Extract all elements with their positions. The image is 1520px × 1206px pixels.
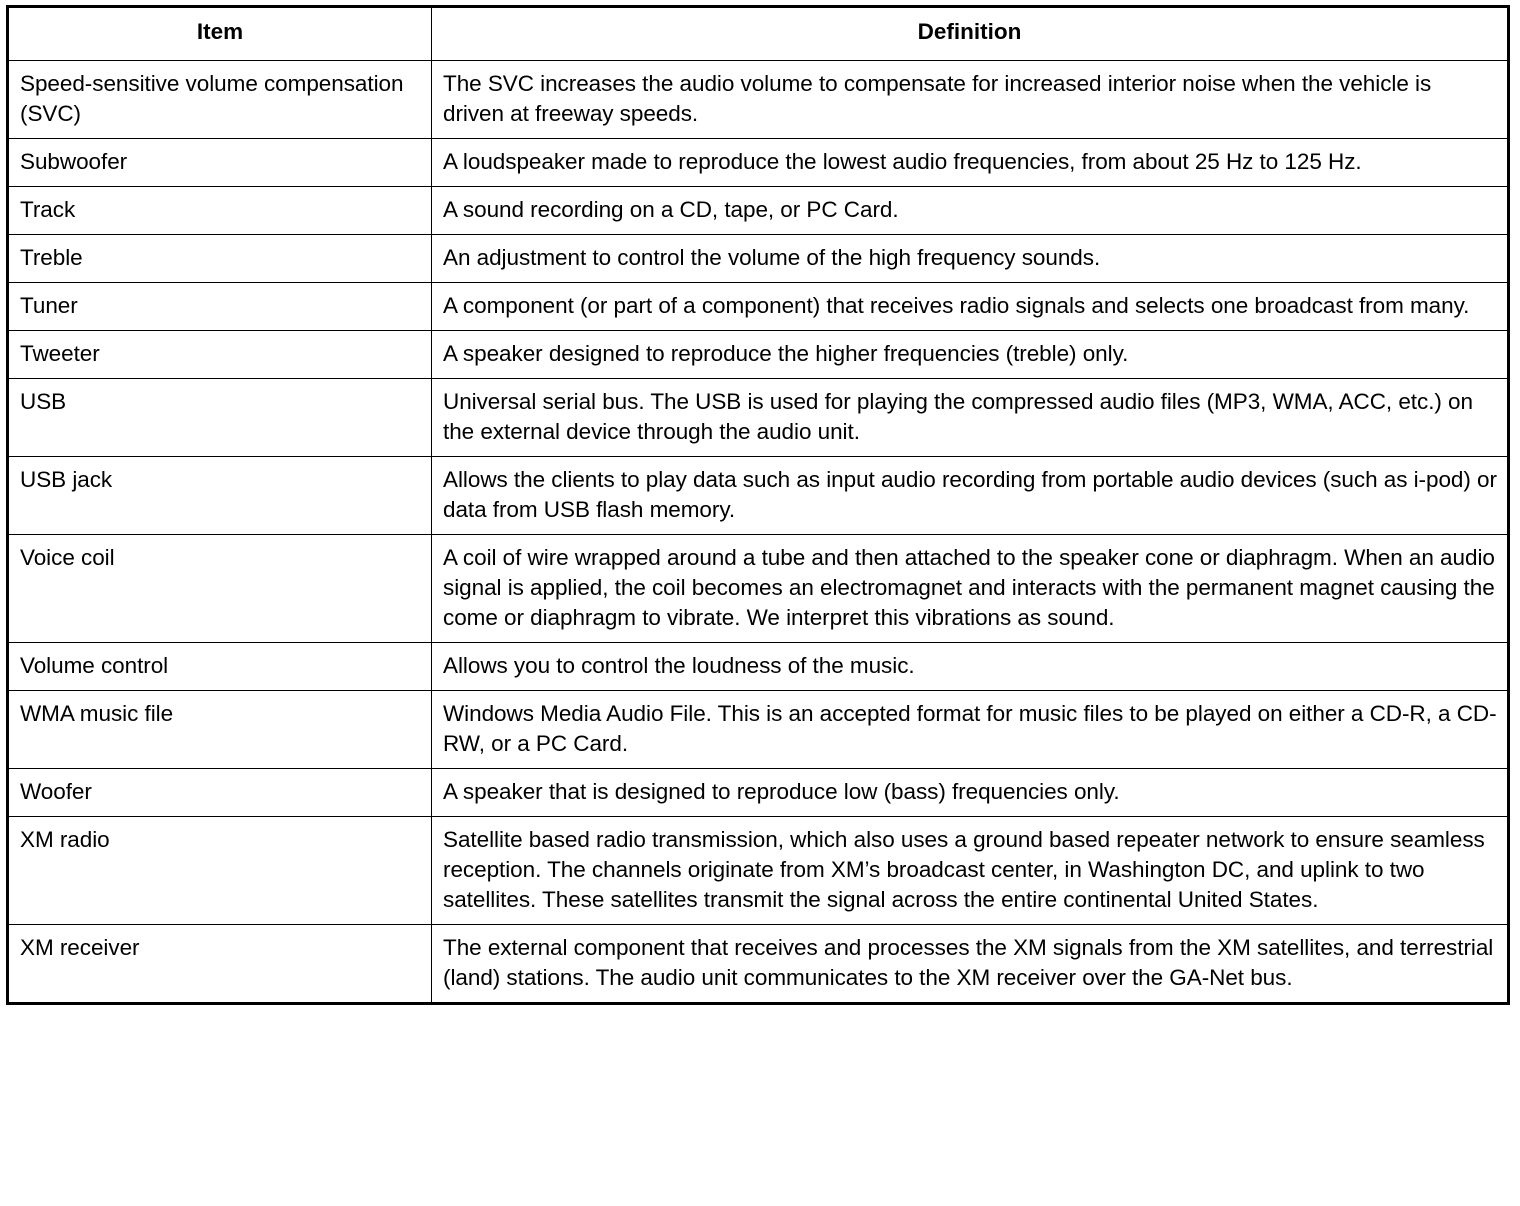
item-cell: Track bbox=[8, 187, 432, 235]
item-cell: Speed-sensitive volume compensation (SVC) bbox=[8, 61, 432, 139]
definition-cell: A sound recording on a CD, tape, or PC Card. bbox=[432, 187, 1509, 235]
glossary-table-container bbox=[6, 5, 1507, 1005]
header-item: Item bbox=[8, 7, 432, 61]
table-row bbox=[8, 235, 1509, 283]
definition-cell: The SVC increases the audio volume to compensate for increased interior noise when the vehicle is driven at freeway speeds. bbox=[432, 61, 1509, 139]
table-row bbox=[8, 817, 1509, 925]
definition-cell: A speaker designed to reproduce the higher frequencies (treble) only. bbox=[432, 331, 1509, 379]
table-row bbox=[8, 457, 1509, 535]
item-cell: XM radio bbox=[8, 817, 432, 925]
definition-cell: A coil of wire wrapped around a tube and then attached to the speaker cone or diaphragm. When an audio signal is applied, the coil becomes an electromagnet and interacts with the permanent magnet causing the come or diaphragm to vibrate. We interpret this vibrations as sound. bbox=[432, 535, 1509, 643]
definition-cell: A component (or part of a component) that receives radio signals and selects one broadcast from many. bbox=[432, 283, 1509, 331]
table-row bbox=[8, 61, 1509, 139]
table-row bbox=[8, 139, 1509, 187]
table-row bbox=[8, 643, 1509, 691]
table-row bbox=[8, 283, 1509, 331]
table-row bbox=[8, 769, 1509, 817]
definition-cell: Universal serial bus. The USB is used for playing the compressed audio files (MP3, WMA, ACC, etc.) on the external device through the audio unit. bbox=[432, 379, 1509, 457]
header-definition: Definition bbox=[432, 7, 1509, 61]
item-cell: USB bbox=[8, 379, 432, 457]
definition-cell: The external component that receives and processes the XM signals from the XM satellites, and terrestrial (land) stations. The audio unit communicates to the XM receiver over the GA-Net bus. bbox=[432, 925, 1509, 1004]
definition-cell: Allows the clients to play data such as input audio recording from portable audio devices (such as i-pod) or data from USB flash memory. bbox=[432, 457, 1509, 535]
definition-cell: An adjustment to control the volume of the high frequency sounds. bbox=[432, 235, 1509, 283]
table-row bbox=[8, 535, 1509, 643]
table-header-row bbox=[8, 7, 1509, 61]
item-cell: Subwoofer bbox=[8, 139, 432, 187]
table-row bbox=[8, 331, 1509, 379]
definition-cell: A speaker that is designed to reproduce low (bass) frequencies only. bbox=[432, 769, 1509, 817]
item-cell: Treble bbox=[8, 235, 432, 283]
table-row bbox=[8, 187, 1509, 235]
definition-cell: Satellite based radio transmission, which also uses a ground based repeater network to ensure seamless reception. The channels originate from XM’s broadcast center, in Washington DC, and uplink to two satellites. These satellites transmit the signal across the entire continental United States. bbox=[432, 817, 1509, 925]
definition-cell: A loudspeaker made to reproduce the lowest audio frequencies, from about 25 Hz to 125 Hz. bbox=[432, 139, 1509, 187]
table-row bbox=[8, 925, 1509, 1004]
item-cell: Tuner bbox=[8, 283, 432, 331]
item-cell: XM receiver bbox=[8, 925, 432, 1004]
glossary-table bbox=[6, 5, 1510, 1005]
item-cell: WMA music file bbox=[8, 691, 432, 769]
item-cell: Volume control bbox=[8, 643, 432, 691]
table-row bbox=[8, 379, 1509, 457]
item-cell: Woofer bbox=[8, 769, 432, 817]
table-row bbox=[8, 691, 1509, 769]
definition-cell: Allows you to control the loudness of the music. bbox=[432, 643, 1509, 691]
item-cell: Tweeter bbox=[8, 331, 432, 379]
definition-cell: Windows Media Audio File. This is an accepted format for music files to be played on either a CD-R, a CD-RW, or a PC Card. bbox=[432, 691, 1509, 769]
item-cell: USB jack bbox=[8, 457, 432, 535]
item-cell: Voice coil bbox=[8, 535, 432, 643]
